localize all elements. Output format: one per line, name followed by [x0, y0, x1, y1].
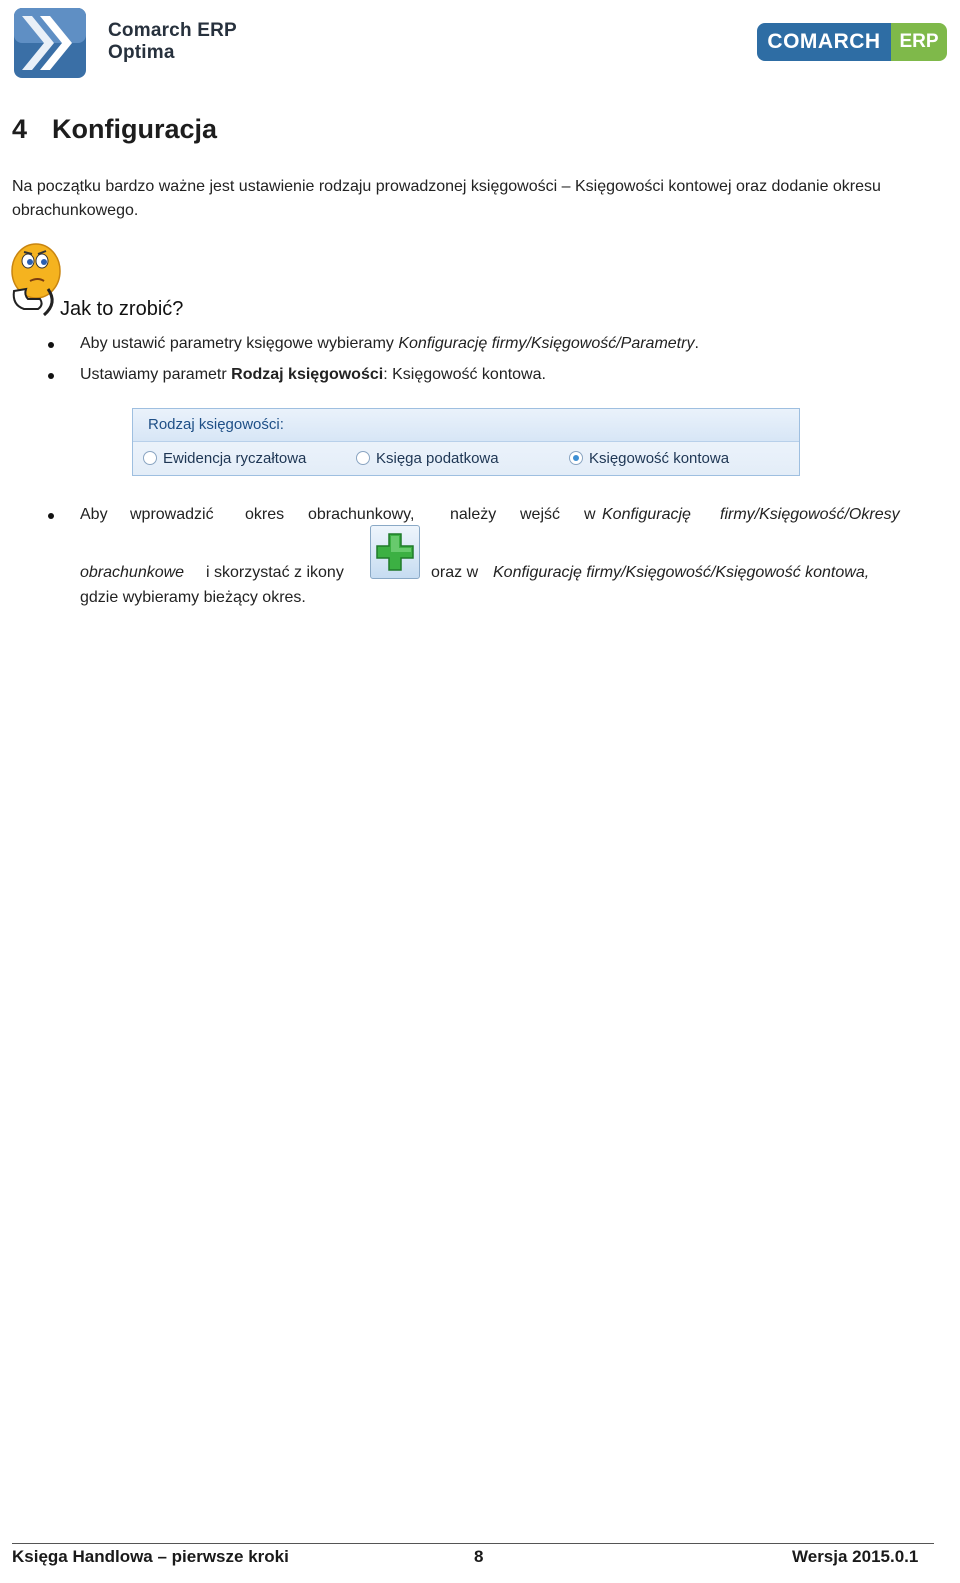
word: wprowadzić: [130, 506, 214, 523]
menu-path: obrachunkowe: [80, 564, 185, 581]
page-number: 8: [474, 1547, 484, 1566]
list-item: [48, 332, 928, 356]
list-item: [48, 363, 928, 387]
comarch-erp-optima-logo: [14, 8, 254, 80]
radio-label: Ewidencja ryczałtowa: [163, 450, 307, 467]
radio-selected-icon: [569, 451, 583, 465]
bullet-icon: [48, 513, 54, 519]
bullet3-line-2: [80, 561, 922, 585]
bullet3-line-1: [80, 503, 922, 527]
bullet-icon: [48, 342, 54, 348]
bullet-plain: Aby ustawić parametry księgowe wybieramy: [80, 335, 399, 352]
word: Aby: [80, 506, 108, 523]
panel-title: Rodzaj księgowości:: [148, 416, 284, 433]
footer-version: Wersja 2015.0.1: [792, 1547, 919, 1566]
panel-header: [133, 409, 799, 442]
comarch-wordmark: COMARCH: [757, 23, 891, 61]
erp-wordmark: ERP: [891, 23, 947, 61]
accounting-type-panel: [132, 408, 800, 476]
optima-arrows-icon: [14, 8, 86, 78]
howto-title: Jak to zrobić?: [60, 298, 184, 320]
thinking-smiley-icon: [8, 243, 62, 317]
section-number: 4: [12, 114, 28, 144]
word: obrachunkowy,: [308, 506, 415, 523]
radio-icon: [143, 451, 157, 465]
section-heading: [12, 114, 217, 145]
parameter-name: Rodzaj księgowości: [231, 366, 384, 383]
section-title: Konfiguracja: [52, 114, 218, 144]
menu-path: Konfigurację: [602, 506, 691, 523]
footer-title: Księga Handlowa – pierwsze kroki: [12, 1547, 289, 1566]
menu-path: firmy/Księgowość/Okresy: [720, 506, 900, 523]
bullet-text: [80, 363, 546, 387]
logo-line-1: Comarch ERP: [108, 20, 237, 41]
bullet-text: [80, 332, 699, 356]
optima-wordmark: [108, 20, 237, 64]
radio-label: Księgowość kontowa: [589, 450, 730, 467]
word: okres: [245, 506, 285, 523]
bullet-plain: Ustawiamy parametr: [80, 366, 232, 383]
text-fragment: i skorzystać z ikony: [206, 564, 344, 581]
menu-path: Konfigurację firmy/Księgowość/Księgowość kontowa,: [493, 564, 870, 581]
word: należy: [450, 506, 497, 523]
radio-icon: [356, 451, 370, 465]
logo-line-2: Optima: [108, 42, 175, 63]
green-plus-icon: [371, 526, 419, 578]
bullet-end: .: [694, 335, 699, 352]
bullet3-line-3: [80, 586, 922, 610]
word: w: [584, 506, 596, 523]
text-fragment: oraz w: [431, 564, 479, 581]
word: wejść: [520, 506, 561, 523]
add-button[interactable]: [370, 525, 420, 579]
intro-paragraph: Na początku bardzo ważne jest ustawienie rodzaju prowadzonej księgowości – Księgowości kontowej oraz dodanie okresu obrachunkowego.: [12, 178, 881, 219]
bullet-end: : Księgowość kontowa.: [383, 366, 546, 383]
menu-path: Konfigurację firmy/Księgowość/Parametry: [398, 335, 695, 352]
text-fragment: gdzie wybieramy bieżący okres.: [80, 589, 306, 606]
bullet-icon: [48, 373, 54, 379]
comarch-erp-logo: [757, 23, 947, 63]
footer-divider: [12, 1543, 934, 1544]
radio-label: Księga podatkowa: [376, 450, 499, 467]
